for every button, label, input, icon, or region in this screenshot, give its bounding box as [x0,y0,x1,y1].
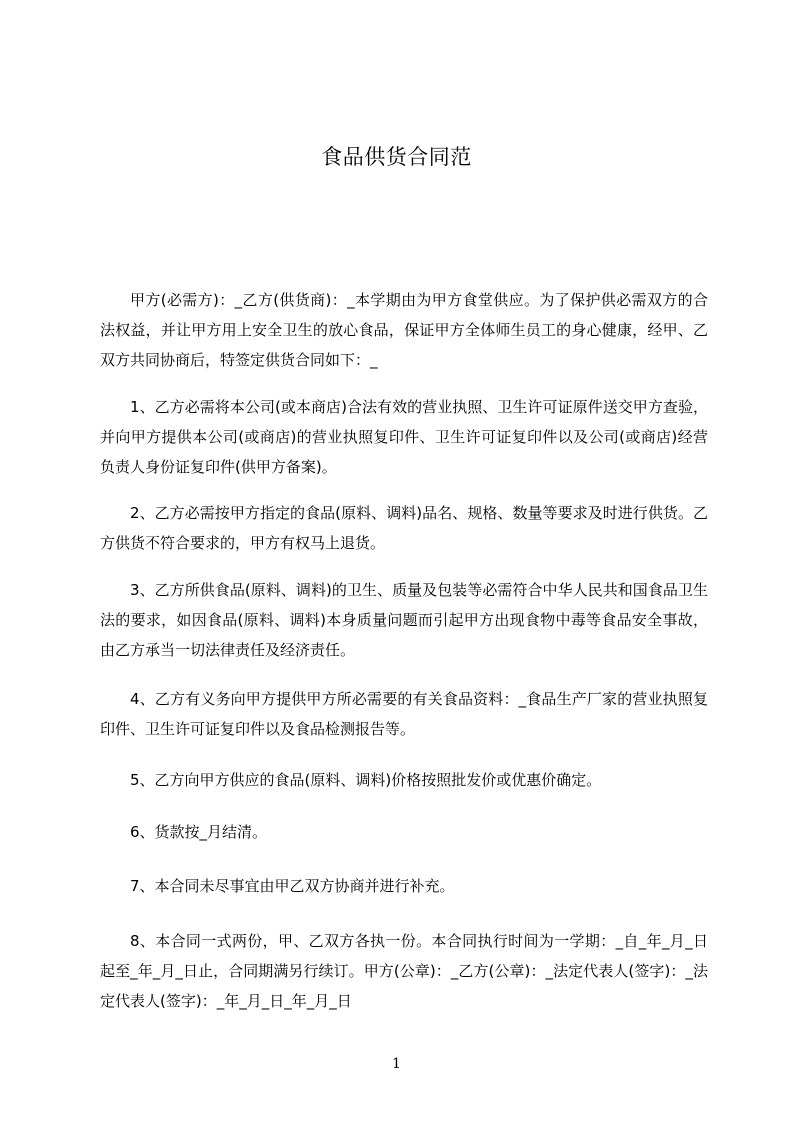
clause-5-paragraph: 5、乙方向甲方供应的食品(原料、调料)价格按照批发价或优惠价确定。 [130,771,602,789]
clause-1-paragraph: 1、乙方必需将本公司(或本商店)合法有效的营业执照、卫生许可证原件送交甲方查验，并向甲方提供本公司(或商店)的营业执照复印件、卫生许可证复印件以及公司(或商店)经营负责人身份证复印件(供甲方备案)。 [100,398,708,476]
document-title: 食品供货合同范 [321,145,472,169]
page-number: 1 [392,1056,401,1072]
clause-4-paragraph: 4、乙方有义务向甲方提供甲方所必需要的有关食品资料：_食品生产厂家的营业执照复印件、卫生许可证复印件以及食品检测报告等。 [100,690,708,738]
clause-3-paragraph: 3、乙方所供食品(原料、调料)的卫生、质量及包装等必需符合中华人民共和国食品卫生法的要求，如因食品(原料、调料)本身质量问题而引起甲方出现食物中毒等食品安全事故，由乙方承当一切法律责任及经济责任。 [100,581,708,659]
clause-8-paragraph: 8、本合同一式两份，甲、乙双方各执一份。本合同执行时间为一学期：_自_年_月_日起至_年_月_日止，合同期满另行续订。甲方(公章)：_乙方(公章)：_法定代表人(签字)：_法定代表人(签字)：_年_月_日_年_月_日 [100,932,708,1010]
clause-6-paragraph: 6、货款按_月结清。 [130,823,268,841]
clause-7-paragraph: 7、本合同未尽事宜由甲乙双方协商并进行补充。 [130,877,455,895]
clause-2-paragraph: 2、乙方必需按甲方指定的食品(原料、调料)品名、规格、数量等要求及时进行供货。乙方供货不符合要求的，甲方有权马上退货。 [100,504,708,552]
intro-paragraph: 甲方(必需方)：_乙方(供货商)：_本学期由为甲方食堂供应。为了保护供必需双方的合法权益，并让甲方用上安全卫生的放心食品，保证甲方全体师生员工的身心健康，经甲、乙双方共同协商后，特签定供货合同如下：_ [100,291,708,369]
